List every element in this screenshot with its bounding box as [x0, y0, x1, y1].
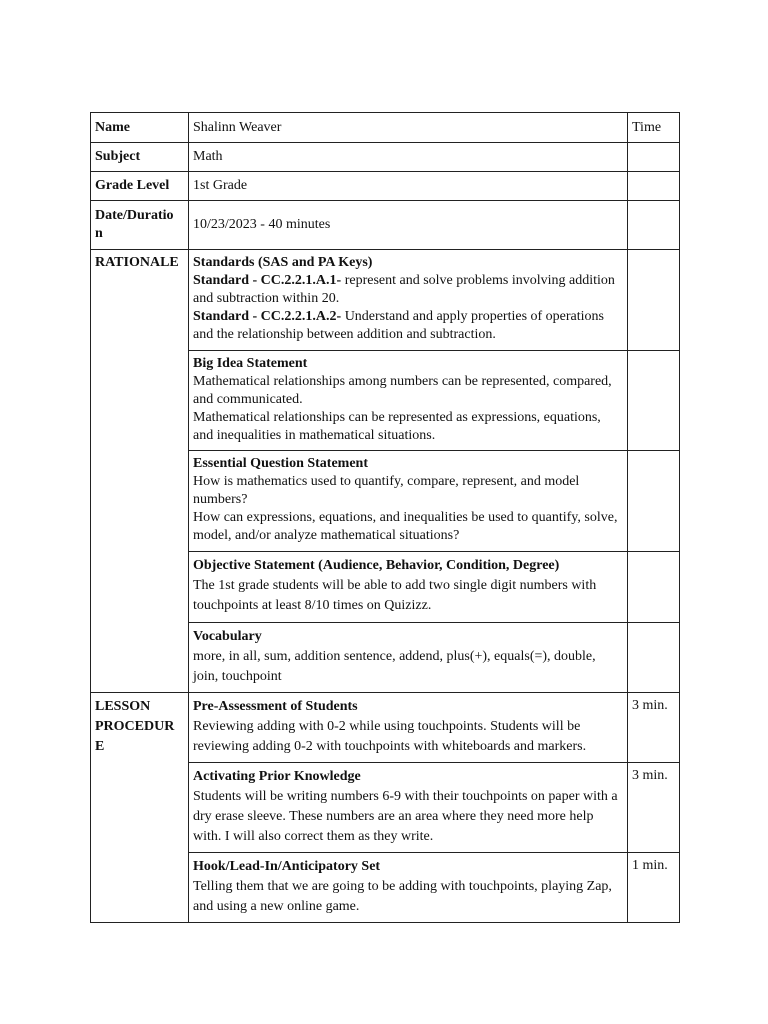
subject-time-cell	[628, 143, 680, 172]
date-label-line-2: n	[95, 226, 103, 241]
essential-question-cell	[189, 451, 628, 552]
objective-time-cell	[628, 552, 680, 623]
big-idea-time-cell	[628, 351, 680, 451]
grade-value: 1st Grade	[189, 172, 628, 201]
prior-knowledge-cell	[189, 763, 628, 853]
vocabulary-time-cell	[628, 623, 680, 693]
standard-2-text: Understand and apply properties of operations and the relationship between addition and subtraction.	[193, 309, 605, 342]
date-label-line-1: Date/Duratio	[95, 208, 174, 223]
standard-1-code: Standard - CC.2.2.1.A.1-	[193, 273, 342, 288]
standard-2	[193, 308, 623, 344]
essential-question-line-1: How is mathematics used to quantify, compare, represent, and model numbers?	[193, 474, 580, 507]
standards-time-cell	[628, 250, 680, 351]
subject-label: Subject	[91, 143, 189, 172]
procedure-label-line-3: E	[95, 739, 105, 754]
procedure-label	[91, 693, 189, 923]
standards-heading: Standards (SAS and PA Keys)	[193, 255, 373, 270]
essential-question-heading: Essential Question Statement	[193, 456, 368, 471]
hook-heading: Hook/Lead-In/Anticipatory Set	[193, 859, 381, 874]
subject-value: Math	[189, 143, 628, 172]
grade-time-cell	[628, 172, 680, 201]
essential-question-line-2: How can expressions, equations, and inequalities be used to quantify, solve, model, and/or analyze mathematical situations?	[193, 510, 618, 543]
standard-2-code: Standard - CC.2.2.1.A.2-	[193, 309, 342, 324]
hook-text: Telling them that we are going to be adding with touchpoints, playing Zap, and using a new online game.	[193, 879, 612, 914]
procedure-label-line-2: PROCEDUR	[95, 719, 175, 734]
vocabulary-heading: Vocabulary	[193, 629, 262, 644]
date-row	[91, 201, 680, 250]
standard-1-text: represent and solve problems involving addition and subtraction within 20.	[193, 273, 615, 306]
vocabulary-cell	[189, 623, 628, 693]
big-idea-cell	[189, 351, 628, 451]
rationale-label: RATIONALE	[91, 250, 189, 693]
standards-cell	[189, 250, 628, 351]
pre-assessment-text: Reviewing adding with 0-2 while using touchpoints. Students will be reviewing adding 0-2 with touchpoints with whiteboards and markers.	[193, 719, 587, 754]
big-idea-line-1: Mathematical relationships among numbers can be represented, compared, and communicated.	[193, 374, 612, 407]
hook-cell	[189, 853, 628, 923]
objective-text: The 1st grade students will be able to add two single digit numbers with touchpoints at least 8/10 times on Quizizz.	[193, 578, 597, 613]
objective-cell	[189, 552, 628, 623]
big-idea-heading: Big Idea Statement	[193, 356, 308, 371]
grade-row	[91, 172, 680, 201]
vocabulary-text: more, in all, sum, addition sentence, addend, plus(+), equals(=), double, join, touchpoint	[193, 649, 596, 684]
date-value: 10/23/2023 - 40 minutes	[189, 201, 628, 250]
pre-assessment-cell	[189, 693, 628, 763]
standards-row	[91, 250, 680, 351]
prior-knowledge-time: 3 min.	[628, 763, 680, 853]
prior-knowledge-heading: Activating Prior Knowledge	[193, 769, 361, 784]
grade-label: Grade Level	[91, 172, 189, 201]
pre-assessment-heading: Pre-Assessment of Students	[193, 699, 358, 714]
time-header: Time	[628, 113, 680, 143]
prior-knowledge-text: Students will be writing numbers 6-9 with their touchpoints on paper with a dry erase sleeve. These numbers are an area where they need more help with. I will also correct them as they write.	[193, 789, 618, 844]
lesson-plan-table	[90, 112, 680, 923]
essential-question-time-cell	[628, 451, 680, 552]
objective-heading: Objective Statement (Audience, Behavior, Condition, Degree)	[193, 558, 560, 573]
name-row	[91, 113, 680, 143]
hook-time: 1 min.	[628, 853, 680, 923]
date-label	[91, 201, 189, 250]
big-idea-line-2: Mathematical relationships can be represented as expressions, equations, and inequalities in mathematical situations.	[193, 410, 601, 443]
pre-assessment-time: 3 min.	[628, 693, 680, 763]
subject-row	[91, 143, 680, 172]
pre-assessment-row	[91, 693, 680, 763]
standard-1	[193, 272, 623, 308]
date-time-cell	[628, 201, 680, 250]
name-value: Shalinn Weaver	[189, 113, 628, 143]
procedure-label-line-1: LESSON	[95, 699, 151, 714]
name-label: Name	[91, 113, 189, 143]
